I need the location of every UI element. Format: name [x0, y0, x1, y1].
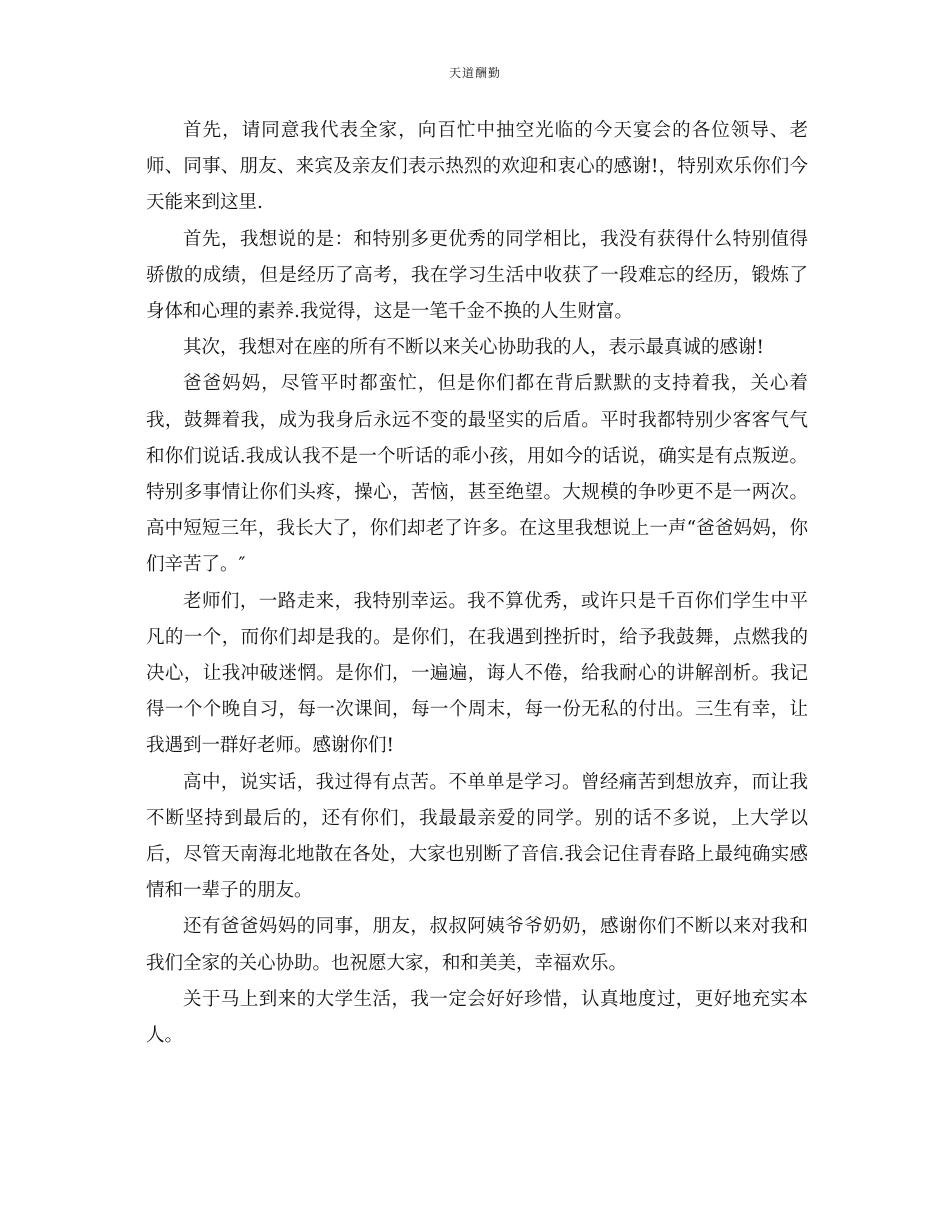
paragraph-college-life: 关于马上到来的大学生活，我一定会好好珍惜，认真地度过，更好地充实本人。	[146, 988, 808, 1047]
paragraph-greeting: 首先，请同意我代表全家，向百忙中抽空光临的今天宴会的各位领导、老师、同事、朋友、来宾及亲友们表示热烈的欢迎和衷心的感谢!，特别欢乐你们今天能来到这里.	[146, 120, 808, 214]
paragraph-classmates: 高中，说实话，我过得有点苦。不单单是学习。曾经痛苦到想放弃，而让我不断坚持到最后的，还有你们，我最最亲爱的同学。别的话不多说，上大学以后，尽管天南海北地散在各处，大家也别断了音信.我会记住青春路上最纯确实感情和一辈子的朋友。	[146, 771, 808, 902]
paragraph-thanks-intro: 其次，我想对在座的所有不断以来关心协助我的人，表示最真诚的感谢!	[183, 337, 764, 359]
paragraph-relatives: 还有爸爸妈妈的同事，朋友，叔叔阿姨爷爷奶奶，感谢你们不断以来对我和我们全家的关心协助。也祝愿大家，和和美美，幸福欢乐。	[146, 916, 808, 974]
document-body	[146, 113, 808, 1054]
page-header: 天道酬勤	[448, 66, 501, 80]
paragraph-parents: 爸爸妈妈，尽管平时都蛮忙，但是你们都在背后默默的支持着我，关心着我，鼓舞着我，成为我身后永远不变的最坚实的后盾。平时我都特别少客客气气和你们说话.我成认我不是一个听话的乖小孩，用如今的话说，确实是有点叛逆。特别多事情让你们头疼，操心，苦恼，甚至绝望。大规模的争吵更不是一两次。高中短短三年，我长大了，你们却老了许多。在这里我想说上一声“爸爸妈妈，你们辛苦了。″	[146, 373, 808, 576]
paragraph-achievement: 首先，我想说的是：和特别多更优秀的同学相比，我没有获得什么特别值得骄傲的成绩，但是经历了高考，我在学习生活中收获了一段难忘的经历，锻炼了身体和心理的素养.我觉得，这是一笔千金不换的人生财富。	[146, 228, 808, 323]
paragraph-teachers: 老师们，一路走来，我特别幸运。我不算优秀，或许只是千百你们学生中平凡的一个，而你们却是我的。是你们，在我遇到挫折时，给予我鼓舞，点燃我的决心，让我冲破迷惘。是你们，一遍遍，诲人不倦，给我耐心的讲解剖析。我记得一个个晚自习，每一次课间，每一个周末，每一份无私的付出。三生有幸，让我遇到一群好老师。感谢你们!	[146, 590, 808, 757]
